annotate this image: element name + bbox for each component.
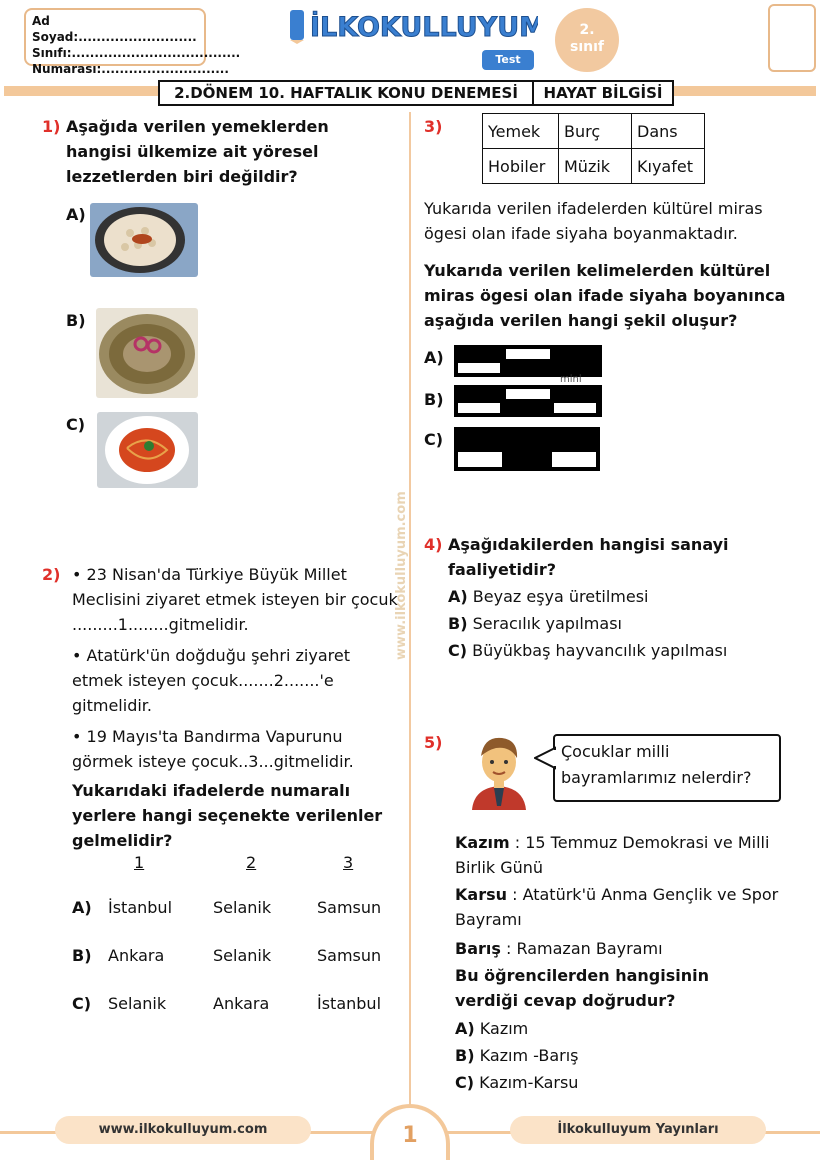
q3-cell: Yemek (483, 114, 559, 149)
page-number: 1 (370, 1104, 450, 1160)
logo-text: İLKOKULLUYUM (310, 12, 538, 43)
q2-col-header-3: 3 (343, 853, 354, 872)
student-name: Kazım (455, 833, 510, 852)
q5-answer-kazim: Kazım : 15 Temmuz Demokrasi ve Milli Birlik Günü (455, 833, 770, 877)
grade-word: sınıf (570, 39, 604, 55)
q5-option-b[interactable] (455, 1043, 578, 1069)
q4-option-text: Seracılık yapılması (472, 614, 622, 633)
exam-title: 2.DÖNEM 10. HAFTALIK KONU DENEMESİ (158, 80, 534, 106)
q3-cell: Hobiler (483, 149, 559, 184)
q1-number: 1) (42, 117, 61, 136)
name-line: Ad Soyad:.......................... (32, 14, 197, 44)
teacher-illustration (466, 730, 532, 810)
q3-shape-a (454, 345, 602, 377)
q1-option-c[interactable]: C) (66, 415, 86, 434)
q2-line1: • 23 Nisan'da Türkiye Büyük Millet Meclisini ziyaret etmek isteyen bir çocuk .........1........gitmelidir. (72, 565, 398, 634)
q3-cell: Müzik (559, 149, 632, 184)
q2-col-header-2: 2 (246, 853, 257, 872)
q5-option-c[interactable] (455, 1070, 578, 1096)
q3-option-b[interactable]: B) (424, 390, 444, 409)
q2-line3: • 19 Mayıs'ta Bandırma Vapurunu görmek isteye çocuk..3...gitmelidir. (72, 727, 354, 771)
brand-logo (288, 4, 538, 44)
q3-option-c[interactable]: C) (424, 430, 444, 449)
q3-number: 3) (424, 117, 443, 136)
q4-option-text: Büyükbaş hayvancılık yapılması (472, 641, 728, 660)
grade-badge (555, 8, 619, 72)
q4-option-label: C) (448, 641, 468, 660)
answer-text: 15 Temmuz Demokrasi ve Milli Birlik Günü (455, 833, 770, 877)
q5-option-a[interactable] (455, 1016, 528, 1042)
q3-stray-text: mini (560, 374, 582, 385)
q2-b-1: Ankara (108, 946, 165, 965)
q1-option-a[interactable]: A) (66, 205, 86, 224)
watermark: www.ilkokulluyum.com (394, 491, 409, 660)
q3-shape-c (454, 427, 600, 471)
q3-cell: Dans (632, 114, 705, 149)
q1-text: Aşağıda verilen yemeklerden hangisi ülkemize ait yöresel lezzetlerden biri değildir? (66, 117, 329, 186)
q5-option-text: Kazım (479, 1019, 529, 1038)
q2-question: Yukarıdaki ifadelerde numaralı yerlere hangi seçenekte verilenler gelmelidir? (72, 781, 383, 850)
footer-publisher: İlkokulluyum Yayınları (510, 1116, 766, 1144)
q5-answer-baris: Barış : Ramazan Bayramı (455, 939, 663, 958)
answer-text: Ramazan Bayramı (516, 939, 663, 958)
answer-text: Atatürk'ü Anma Gençlik ve Spor Bayramı (455, 885, 779, 929)
class-line: Sınıfı:..................................... (32, 46, 241, 60)
q4-option-a[interactable] (448, 584, 649, 610)
q4-number: 4) (424, 535, 443, 554)
q3-cell: Kıyafet (632, 149, 705, 184)
q5-option-label: B) (455, 1046, 475, 1065)
q2-option-c-label[interactable]: C) (72, 994, 92, 1013)
q5-option-label: C) (455, 1073, 475, 1092)
subject-title: HAYAT BİLGİSİ (532, 80, 674, 106)
speech-bubble: Çocuklar milli bayramlarımız nelerdir? (553, 734, 781, 802)
q5-answer-karsu: Karsu : Atatürk'ü Anma Gençlik ve Spor Bayramı (455, 885, 779, 929)
q3-text2: Yukarıda verilen kelimelerden kültürel miras ögesi olan ifade siyaha boyanınca aşağıda verilen hangi şekil oluşur? (424, 261, 786, 330)
q2-col-header-1: 1 (134, 853, 145, 872)
student-name: Karsu (455, 885, 507, 904)
q4-option-text: Beyaz eşya üretilmesi (472, 587, 649, 606)
q3-word-table (482, 113, 705, 184)
q2-b-2: Selanik (213, 946, 272, 965)
q4-option-c[interactable] (448, 638, 727, 664)
q4-option-label: A) (448, 587, 468, 606)
q5-question: Bu öğrencilerden hangisinin verdiği cevap doğrudur? (455, 966, 709, 1010)
q2-number: 2) (42, 565, 61, 584)
q3-shape-b (454, 385, 602, 417)
q3-text1: Yukarıda verilen ifadelerden kültürel miras ögesi olan ifade siyaha boyanmaktadır. (424, 199, 763, 243)
student-info-box (24, 8, 241, 76)
q4-text: Aşağıdakilerden hangisi sanayi faaliyetidir? (448, 535, 729, 579)
q4-option-b[interactable] (448, 611, 622, 637)
q2-c-3: İstanbul (317, 994, 382, 1013)
q2-c-2: Ankara (213, 994, 270, 1013)
q1-option-b[interactable]: B) (66, 311, 86, 330)
q2-option-b-label[interactable]: B) (72, 946, 92, 965)
grade-number: 2. (579, 22, 595, 38)
q3-cell: Burç (559, 114, 632, 149)
pencil-icon (290, 10, 304, 40)
q2-a-3: Samsun (317, 898, 382, 917)
bubble-tail (534, 746, 556, 770)
q2-c-1: Selanik (108, 994, 167, 1013)
q2-a-2: Selanik (213, 898, 272, 917)
q2-a-1: İstanbul (108, 898, 173, 917)
food-image-a (90, 203, 198, 277)
q5-option-text: Kazım -Barış (479, 1046, 579, 1065)
score-box (768, 4, 816, 72)
q2-line2: • Atatürk'ün doğduğu şehri ziyaret etmek isteyen çocuk.......2.......'e gitmelidir. (72, 646, 350, 715)
q2-b-3: Samsun (317, 946, 382, 965)
q4-option-label: B) (448, 614, 468, 633)
test-badge: Test (482, 50, 534, 70)
q3-option-a[interactable]: A) (424, 348, 444, 367)
q5-number: 5) (424, 733, 443, 752)
number-line: Numarası:............................ (32, 62, 229, 76)
footer-website[interactable]: www.ilkokulluyum.com (55, 1116, 311, 1144)
food-image-b (96, 308, 198, 398)
q2-option-a-label[interactable]: A) (72, 898, 92, 917)
food-image-c (97, 412, 198, 488)
q5-option-text: Kazım-Karsu (479, 1073, 579, 1092)
q5-option-label: A) (455, 1019, 475, 1038)
student-name: Barış (455, 939, 501, 958)
